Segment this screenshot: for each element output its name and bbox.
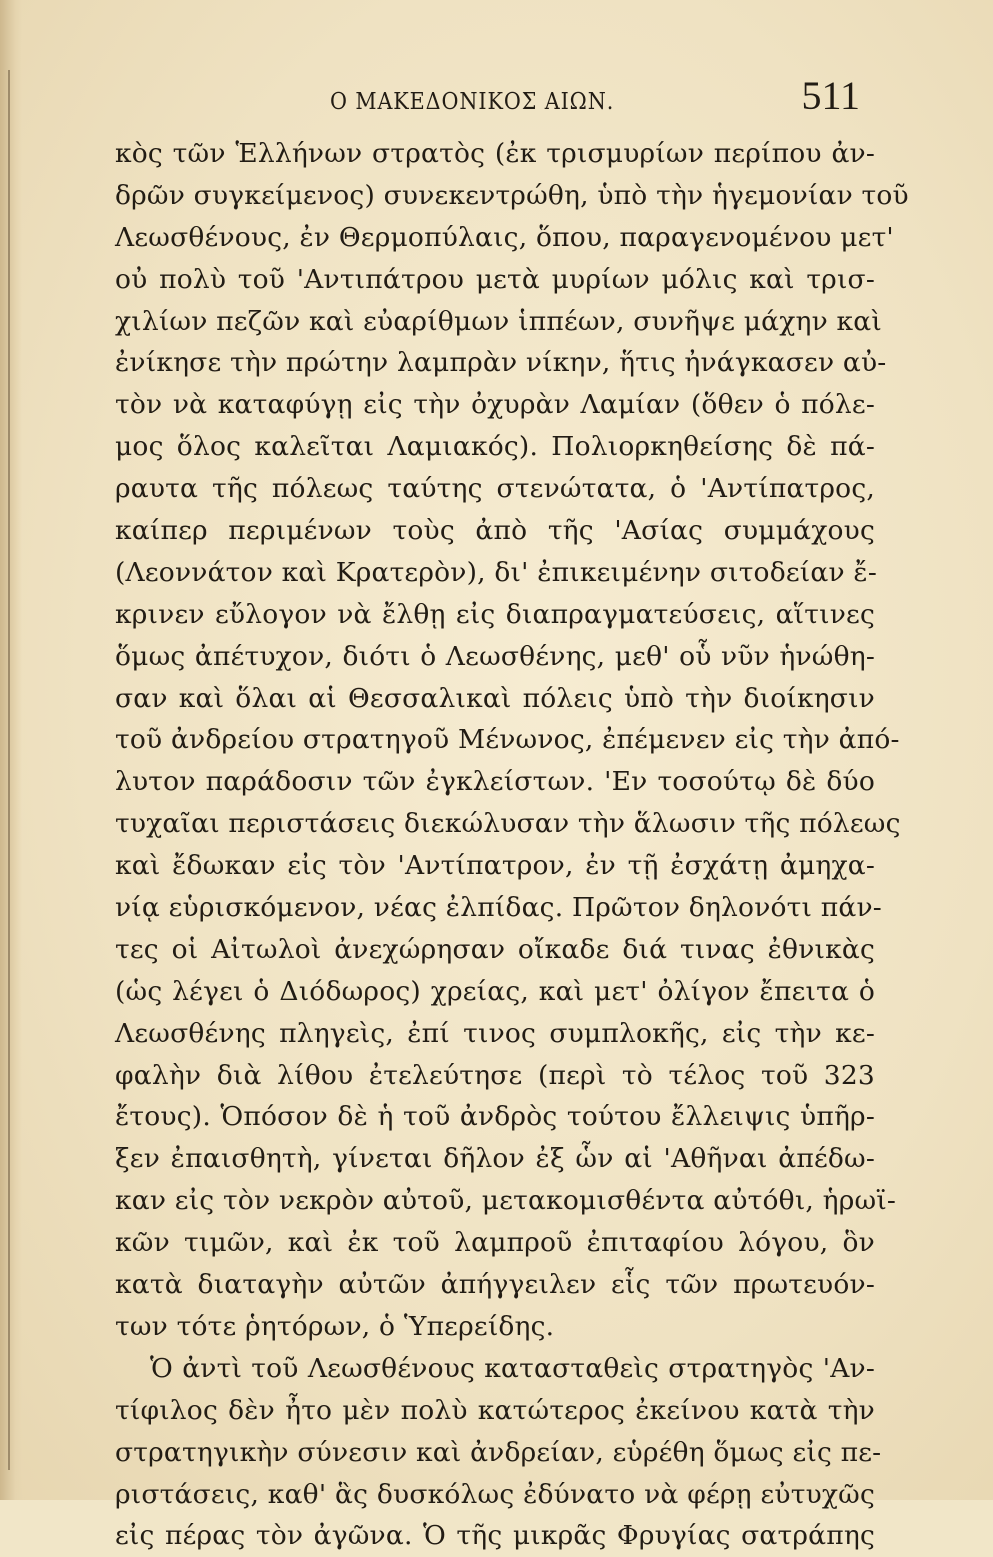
text-line-paragraph-end: των τότε ῥητόρων, ὁ Ὑπερείδης.	[115, 1310, 555, 1342]
text-line: καν εἰς τὸν νεκρὸν αὐτοῦ, μετακομισθέντα αὐτόθι, ἡρωϊ-	[115, 1185, 897, 1217]
text-line: στρατηγικὴν σύνεσιν καὶ ἀνδρείαν, εὑρέθη ὅμως εἰς πε-	[115, 1436, 882, 1468]
text-line: ραυτα τῆς πόλεως ταύτης στενώτατα, ὁ 'Αντίπατρος,	[115, 473, 875, 505]
text-line: κατὰ διαταγὴν αὐτῶν ἀπήγγειλεν εἷς τῶν πρωτευόν-	[115, 1269, 875, 1301]
body-text	[115, 133, 909, 1557]
text-line: τες οἱ Αἰτωλοὶ ἀνεχώρησαν οἴκαδε διά τινας ἐθνικὰς	[115, 933, 875, 965]
page-number: 511	[801, 73, 860, 118]
text-line: κῶν τιμῶν, καὶ ἐκ τοῦ λαμπροῦ ἐπιταφίου λόγου, ὃν	[115, 1227, 875, 1259]
text-line: τοῦ ἀνδρείου στρατηγοῦ Μένωνος, ἐπέμενεν εἰς τὴν ἀπό-	[115, 724, 900, 756]
text-line: Λεωσθένης πληγεὶς, ἐπί τινος συμπλοκῆς, εἰς τὴν κε-	[115, 1017, 875, 1049]
text-line: λυτον παράδοσιν τῶν ἐγκλείστων. 'Εν τοσούτῳ δὲ δύο	[115, 766, 875, 798]
text-line: ὅμως ἀπέτυχον, διότι ὁ Λεωσθένης, μεθ' οὗ νῦν ἡνώθη-	[115, 640, 875, 672]
text-line: τὸν νὰ καταφύγῃ εἰς τὴν ὀχυρὰν Λαμίαν (ὅθεν ὁ πόλε-	[115, 389, 875, 421]
text-line: κὸς τῶν Ἑλλήνων στρατὸς (ἐκ τρισμυρίων περίπου ἀν-	[115, 138, 875, 169]
text-line: χιλίων πεζῶν καὶ εὐαρίθμων ἱππέων, συνῆψε μάχην καὶ	[115, 305, 882, 337]
text-line: φαλὴν διὰ λίθου ἐτελεύτησε (περὶ τὸ τέλος τοῦ 323	[115, 1059, 875, 1091]
text-line: Λεωσθένους, ἐν Θερμοπύλαις, ὅπου, παραγενομένου μετ'	[115, 221, 894, 253]
text-line: ξεν ἐπαισθητὴ, γίνεται δῆλον ἐξ ὧν αἱ 'Αθῆναι ἀπέδω-	[115, 1143, 875, 1175]
text-line: σαν καὶ ὅλαι αἱ Θεσσαλικαὶ πόλεις ὑπὸ τὴν διοίκησιν	[115, 682, 875, 714]
text-line: εἰς πέρας τὸν ἀγῶνα. Ὁ τῆς μικρᾶς Φρυγίας σατράπης	[115, 1520, 875, 1552]
text-line: νίᾳ εὑρισκόμενον, νέας ἐλπίδας. Πρῶτον δηλονότι πάν-	[115, 892, 882, 924]
text-line: τίφιλος δὲν ἦτο μὲν πολὺ κατώτερος ἐκείνου κατὰ τὴν	[115, 1394, 875, 1426]
text-line: ριστάσεις, καθ' ἃς δυσκόλως ἐδύνατο νὰ φέρῃ εὐτυχῶς	[115, 1478, 875, 1510]
running-title: Ο ΜΑΚΕΔΟΝΙΚΟΣ ΑΙΩΝ.	[330, 89, 615, 115]
page-gutter-edge	[0, 0, 22, 1500]
text-line: καίπερ περιμένων τοὺς ἀπὸ τῆς 'Ασίας συμμάχους	[115, 515, 875, 547]
page-header	[330, 72, 860, 132]
text-line: (ὡς λέγει ὁ Διόδωρος) χρείας, καὶ μετ' ὀλίγον ἔπειτα ὁ	[115, 975, 875, 1007]
text-line: τυχαῖαι περιστάσεις διεκώλυσαν τὴν ἅλωσιν τῆς πόλεως	[115, 808, 901, 840]
text-line: μος ὅλος καλεῖται Λαμιακός). Πολιορκηθείσης δὲ πά-	[115, 431, 875, 463]
page-edge-shadow	[8, 70, 10, 1470]
text-line: (Λεοννάτον καὶ Κρατερὸν), δι' ἐπικειμένην σιτοδείαν ἔ-	[115, 556, 877, 588]
text-line: καὶ ἔδωκαν εἰς τὸν 'Αντίπατρον, ἐν τῇ ἐσχάτῃ ἀμηχα-	[115, 850, 875, 882]
text-line: οὐ πολὺ τοῦ 'Αντιπάτρου μετὰ μυρίων μόλις καὶ τρισ-	[115, 263, 875, 295]
text-line: ἐνίκησε τὴν πρώτην λαμπρὰν νίκην, ἥτις ἠνάγκασεν αὐ-	[115, 347, 887, 379]
text-line: ἔτους). Ὁπόσον δὲ ἡ τοῦ ἀνδρὸς τούτου ἔλλειψις ὑπῆρ-	[115, 1101, 875, 1133]
text-line: κρινεν εὔλογον νὰ ἔλθῃ εἰς διαπραγματεύσεις, αἵτινες	[115, 598, 875, 630]
text-line: δρῶν συγκείμενος) συνεκεντρώθη, ὑπὸ τὴν ἡγεμονίαν τοῦ	[115, 179, 909, 211]
text-line-paragraph-start: Ὁ ἀντὶ τοῦ Λεωσθένους κατασταθεὶς στρατηγὸς 'Αν-	[150, 1352, 875, 1384]
